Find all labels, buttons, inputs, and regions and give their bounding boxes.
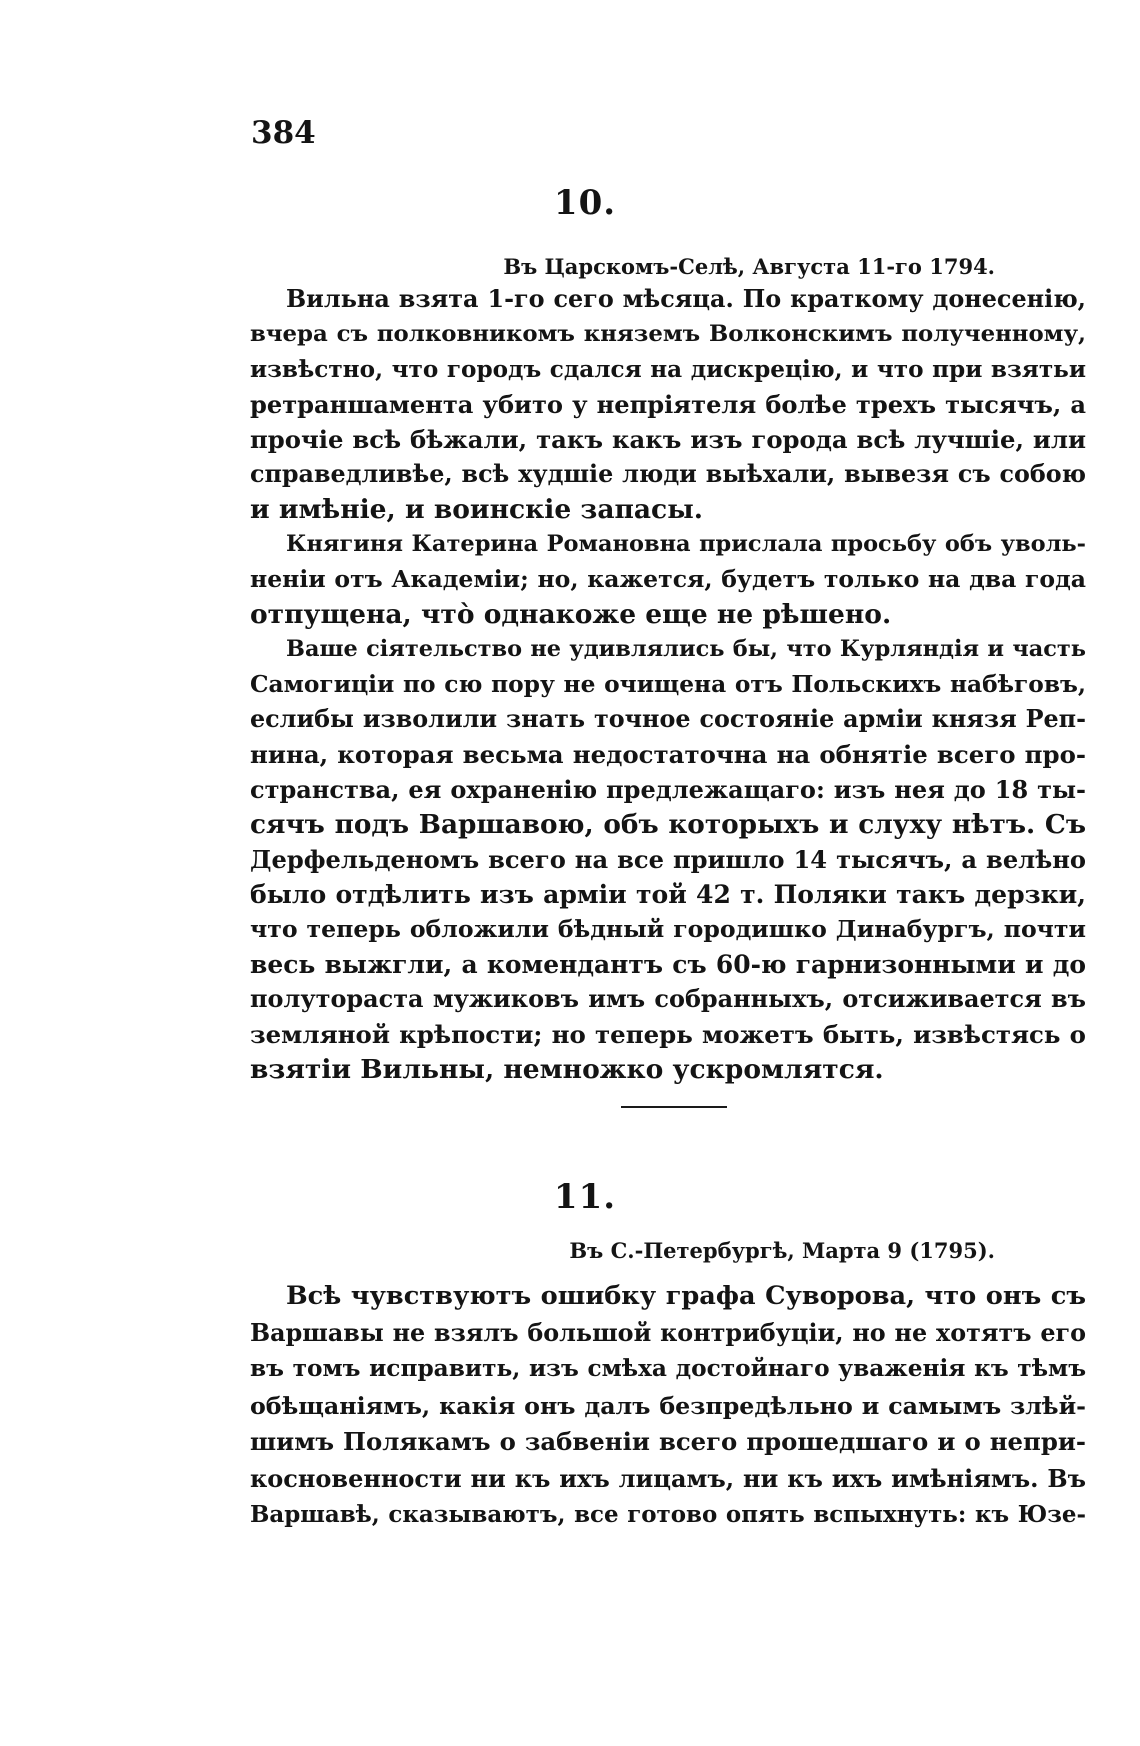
text-line: взятіи Вильны, немножко ускромлятся. — [250, 1054, 884, 1085]
text-line: Вильна взята 1-го сего мѣсяца. По краткому донесенію, — [286, 285, 1086, 313]
section-divider — [621, 1106, 727, 1108]
paragraph — [250, 527, 1086, 632]
text-line: косновенности ни къ ихъ лицамъ, ни къ ихъ имѣніямъ. Въ — [250, 1463, 1086, 1493]
text-line: было отдѣлить изъ арміи той 42 т. Поляки такъ дерзки, — [250, 879, 1086, 909]
text-line: ретраншамента убито у непріятеля болѣе трехъ тысячъ, а — [250, 390, 1086, 419]
text-line: отпущена, что̀ однакоже еще не рѣшено. — [250, 599, 892, 630]
text-line: справедливѣе, всѣ худшіе люди выѣхали, вывезя съ собою — [250, 460, 1086, 488]
letter-body — [250, 282, 1086, 1087]
text-line: земляной крѣпости; но теперь можетъ быть, извѣстясь о — [250, 1020, 1086, 1049]
letter-dateline: Въ С.-Петербургѣ, Марта 9 (1795). — [569, 1238, 995, 1263]
text-line: сячъ подъ Варшавою, объ которыхъ и слуху нѣтъ. Съ — [250, 809, 1086, 840]
text-line: Варшавы не взялъ большой контрибуціи, но не хотятъ его — [250, 1318, 1086, 1347]
text-line: что теперь обложили бѣдный городишко Динабургъ, почти — [250, 915, 1086, 943]
text-line: шимъ Полякамъ о забвеніи всего прошедшаго и о непри- — [250, 1427, 1086, 1456]
text-line: въ томъ исправить, изъ смѣха достойнаго уваженія къ тѣмъ — [250, 1355, 1086, 1382]
letter-number: 10. — [553, 183, 617, 223]
letter-body — [250, 1278, 1086, 1534]
text-line: обѣщаніямъ, какія онъ далъ безпредѣльно и самымъ злѣй- — [250, 1391, 1086, 1420]
text-line: Варшавѣ, сказываютъ, все готово опять вспыхнуть: къ Юзе- — [250, 1501, 1086, 1528]
text-line: прочіе всѣ бѣжали, такъ какъ изъ города всѣ лучшіе, или — [250, 425, 1086, 454]
text-line: неніи отъ Академіи; но, кажется, будетъ только на два года — [250, 565, 1086, 593]
text-line: нина, которая весьма недостаточна на обнятіе всего про- — [250, 740, 1086, 769]
text-line: извѣстно, что городъ сдался на дискрецію, и что при взятьи — [250, 356, 1086, 383]
text-line: еслибы изволили знать точное состояніе арміи князя Реп- — [250, 705, 1086, 733]
text-line: странства, ея охраненію предлежащаго: изъ нея до 18 ты- — [250, 775, 1086, 804]
paragraph — [250, 632, 1086, 1087]
paragraph — [250, 282, 1086, 527]
letter-dateline: Въ Царскомъ-Селѣ, Августа 11-го 1794. — [503, 254, 995, 279]
letter-number: 11. — [553, 1177, 617, 1217]
text-line: Княгиня Катерина Романовна прислала просьбу объ уволь- — [286, 531, 1086, 557]
text-line: Ваше сіятельство не удивлялись бы, что Курляндія и часть — [286, 636, 1086, 662]
text-line: вчера съ полковникомъ княземъ Волконскимъ полученному, — [250, 321, 1086, 347]
text-line: полутораста мужиковъ имъ собранныхъ, отсиживается въ — [250, 985, 1086, 1013]
text-line: Всѣ чувствуютъ ошибку графа Суворова, что онъ съ — [286, 1281, 1086, 1311]
text-line: Дерфельденомъ всего на все пришло 14 тысячъ, а велѣно — [250, 845, 1086, 874]
text-line: весь выжгли, а комендантъ съ 60-ю гарнизонными и до — [250, 950, 1086, 979]
page-number: 384 — [251, 115, 316, 151]
text-line: Самогиціи по сю пору не очищена отъ Польскихъ набѣговъ, — [250, 671, 1086, 698]
text-line: и имѣніе, и воинскіе запасы. — [250, 494, 703, 525]
paragraph — [250, 1278, 1086, 1534]
